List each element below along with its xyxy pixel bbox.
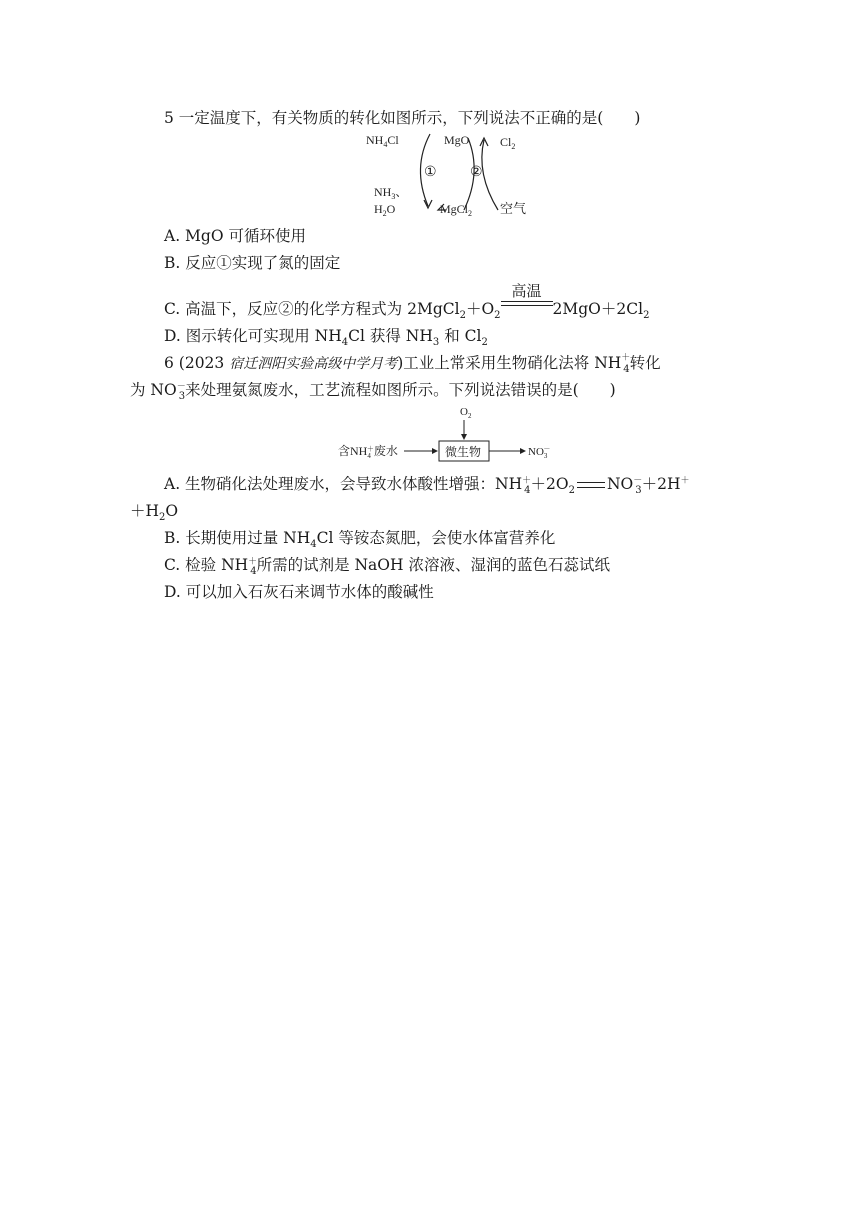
h2o-label: $H_2O$ (374, 202, 396, 218)
mgo-label: MgO (444, 133, 470, 147)
cl2-label: $Cl_2$ (500, 135, 516, 151)
q5-option-c: C. 高温下，反应②的化学方程式为 $2MgCl_2+O_2$ 高温 $2MgO+2Cl_2$ (164, 282, 650, 322)
svg-text:微生物: 微生物 (445, 445, 482, 459)
high-temp-equals-sign: 高温 (501, 294, 553, 314)
circle-1: ① (424, 165, 437, 180)
q6-stem-line2: 为 $NO^-_3$来处理氨氮废水，工艺流程如图所示。下列说法错误的是( ) (130, 381, 616, 403)
input-label: 含$NH_4+$废水 (338, 444, 398, 460)
nh3-label: $NH_3$、 (374, 185, 408, 201)
air-label: 空气 (500, 201, 527, 216)
q6-option-a-line2: $+H_2O$ (130, 502, 179, 524)
q5-cycle-diagram (360, 128, 540, 220)
q5-stem: 5 一定温度下，有关物质的转化如图所示，下列说法不正确的是( ) (164, 109, 641, 127)
output-label: $NO_3-$ (528, 445, 551, 460)
q6-option-b: B. 长期使用过量 $NH_4Cl$ 等铵态氮肥，会使水体富营养化 (164, 529, 556, 551)
o2-label: $O_2$ (460, 406, 472, 420)
q5-option-b: B. 反应①实现了氮的固定 (164, 254, 341, 272)
nh4cl-label: $NH_4Cl$ (366, 133, 399, 149)
q5-option-d: D. 图示转化可实现用 $NH_4Cl$ 获得 $NH_3$ 和 $Cl_2$ (164, 327, 488, 349)
circle-2: ② (470, 165, 483, 180)
q6-source: 宿迁泗阳实验高级中学月考 (229, 356, 398, 372)
q6-option-a-line1: A. 生物硝化法处理废水，会导致水体酸性增强：$NH^+_4+2O_2$ $NO^-_3+2H^+$ (164, 475, 690, 497)
q6-stem-line1: 6 (2023 宿迁泗阳实验高级中学月考)工业上常采用生物硝化法将 $NH^+_4$转化 (164, 352, 661, 376)
q6-flow-diagram (336, 403, 566, 465)
mgcl2-label: MgCl$_2$ (440, 202, 473, 218)
q6-option-d: D. 可以加入石灰石来调节水体的酸碱性 (164, 583, 434, 601)
q6-option-c: C. 检验 $NH^+_4$所需的试剂是 NaOH 浓溶液、湿润的蓝色石蕊试纸 (164, 556, 610, 578)
q5-option-a: A. MgO 可循环使用 (164, 227, 306, 245)
